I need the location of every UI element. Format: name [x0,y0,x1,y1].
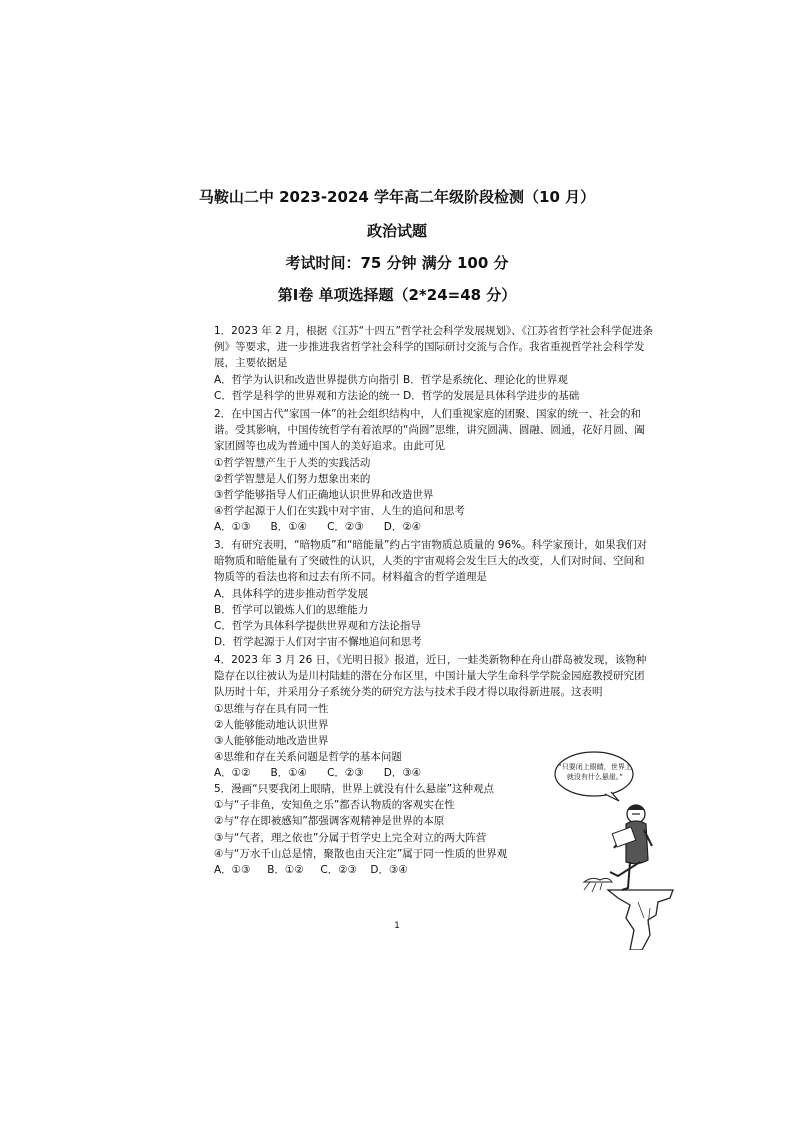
question-5-statement-4: ④与“万水千山总是情，聚散也由天注定”属于同一性质的世界观 [214,847,508,860]
cartoon-speech-text: “只要闭上眼睛，世界上就没有什么悬崖。” [558,763,632,781]
section-heading: 第Ⅰ卷 单项选择题（2*24=48 分） [277,286,517,304]
question-4-statement-1: ①思维与存在具有同一性 [214,702,329,715]
question-3-option-d: D．哲学起源于人们对宇宙不懈地追问和思考 [214,636,422,649]
question-3 [214,537,654,650]
question-1-stem: 1．2023 年 2 月，根据《江苏“十四五”哲学社会科学发展规划》、《江苏省哲学社会科学促进条例》等要求，进一步推进我省哲学社会科学的国际研讨交流与合作。我省重视哲学社会科学发展，主要依据是 [214,325,653,370]
exam-time-info: 考试时间：75 分钟 满分 100 分 [285,254,509,272]
question-1 [214,323,654,404]
question-1-options-ab: A．哲学为认识和改造世界提供方向指引 B．哲学是系统化、理论化的世界观 [214,373,568,386]
question-2-statement-2: ②哲学智慧是人们努力想象出来的 [214,472,371,485]
question-5-statement-1: ①与“子非鱼，安知鱼之乐”都否认物质的客观实在性 [214,799,455,812]
question-4-stem: 4．2023 年 3 月 26 日，《光明日报》报道，近日，一蛙类新物种在舟山群岛被发现，该物种隐存在以往被认为是川村陆蛙的潜在分布区里，中国计量大学生命科学学院金园庭教授研究团队历时十年，并采用分子系统分类的研究方法与技术手段才得以取得新进展。这表明 [214,654,647,699]
page-number: 1 [394,921,400,931]
question-3-option-c: C．哲学为具体科学提供世界观和方法论指导 [214,620,421,633]
question-5-statement-2: ②与“存在即被感知”都强调客观精神是世界的本原 [214,815,445,828]
question-2-statement-3: ③哲学能够指导人们正确地认识世界和改造世界 [214,489,434,502]
question-1-options-cd: C．哲学是科学的世界观和方法论的统一 D．哲学的发展是具体科学进步的基础 [214,389,580,402]
question-4-statement-4: ④思维和存在关系问题是哲学的基本问题 [214,751,402,764]
question-2-statement-1: ①哲学智慧产生于人类的实践活动 [214,456,371,469]
question-5-statement-3: ③与“气者，理之依也”分属于哲学史上完全对立的两大阵营 [214,831,487,844]
question-3-option-a: A．具体科学的进步推动哲学发展 [214,587,369,600]
exam-title: 马鞍山二中 2023-2024 学年高二年级阶段检测（10 月） [198,188,596,206]
question-2-statement-4: ④哲学起源于人们在实践中对宇宙、人生的追问和思考 [214,505,465,518]
question-3-stem: 3．有研究表明，“暗物质”和“暗能量”约占宇宙物质总质量的 96%。科学家预计，如果我们对暗物质和暗能量有了突破性的认识，人类的宇宙观将会发生巨大的改变，人们对时间、空间和物质等的看法也将和过去有所不同。材料蕴含的哲学道理是 [214,539,648,584]
question-5-stem: 5．漫画“只要我闭上眼睛，世界上就没有什么悬崖”这种观点 [214,783,495,795]
question-2 [214,406,654,536]
question-5-answers: A．①③ B．①② C．②③ D．③④ [214,864,408,877]
question-4-statement-3: ③人能够能动地改造世界 [214,735,329,748]
question-4-answers: A．①② B．①④ C．②③ D．③④ [214,767,422,780]
question-4-statement-2: ②人能够能动地认识世界 [214,718,329,731]
subject-title: 政治试题 [366,222,427,240]
question-2-answers: A．①③ B．①④ C．②③ D．②④ [214,521,422,534]
question-3-option-b: B．哲学可以锻炼人们的思维能力 [214,603,369,616]
question-2-stem: 2．在中国古代“家国一体”的社会组织结构中，人们重视家庭的团聚、国家的统一、社会的和谐。受其影响，中国传统哲学有着浓厚的“尚圆”思维，讲究圆满、圆融、圆通，花好月圆、阖家团圆等也成为普通中国人的美好追求。由此可见 [214,408,645,453]
